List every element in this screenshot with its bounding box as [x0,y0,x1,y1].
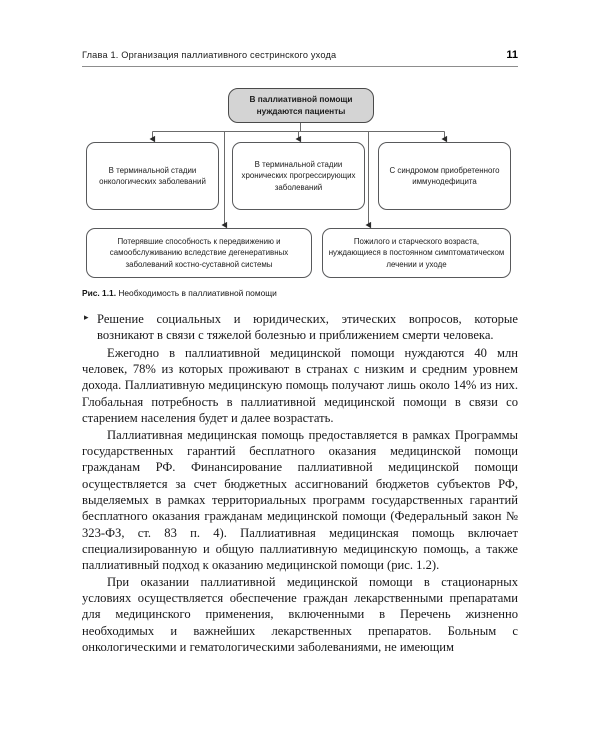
flow-node-hiv-label: С синдромом приобретенного иммунодефицита [389,165,500,186]
chapter-title: Глава 1. Организация паллиативного сестринского ухода [82,50,337,60]
list-item-text: Решение социальных и юридических, этических вопросов, которые возникают в связи с тяжелой болезнью и приближением смерти человека. [97,312,518,343]
figure-flowchart [0,0,600,300]
flow-node-oncology [86,142,219,210]
flow-node-oncology-label: В терминальной стадии онкологических заболеваний [99,165,206,186]
flow-node-elderly [322,228,511,278]
flow-node-degenerative [86,228,312,278]
flow-node-elderly-label: Пожилого и старческого возраста, нуждающиеся в постоянном симптоматическом лечении и уходе [328,237,505,269]
flow-node-degenerative-label: Потерявшие способность к передвижению и самообслуживанию вследствие дегенеративных заболеваний костно-суставной системы [109,237,289,269]
body-text [82,311,518,656]
flow-node-root [228,88,374,123]
paragraph-2: Паллиативная медицинская помощь предоставляется в рамках Программы государственных гарантий бесплатного оказания медицинской помощи гражданам РФ. Финансирование паллиативной медицинской помощи осуществляется за счет бюджетных ассигнований бюджетов субъектов РФ, выделяемых в рамках территориальных программ государственных гарантий бесплатного оказания гражданам медицинской помощи (Федеральный закон № 323-ФЗ, ст. 83 п. 4). Паллиативная медицинская помощь включает специализированную и общую паллиативную медицинскую помощь, а также паллиативный подход к оказанию медицинской помощи (рис. 1.2). [82,427,518,573]
figure-caption-text: Необходимость в паллиативной помощи [116,288,277,298]
flow-node-chronic [232,142,365,210]
paragraph-3: При оказании паллиативной медицинской помощи в стационарных условиях осуществляется обеспечение граждан лекарственными препаратами для медицинского применения, включенными в Перечень жизненно необходимых и важнейших лекарственных препаратов. Больным с онкологическими и гематологическими заболеваниями, не имеющим [82,574,518,655]
figure-caption-label: Рис. 1.1. [82,288,117,298]
flow-node-chronic-label: В терминальной стадии хронических прогрессирующих заболеваний [241,160,356,192]
triangle-bullet-icon: ▸ [84,311,89,322]
paragraph-1: Ежегодно в паллиативной медицинской помощи нуждаются 40 млн человек, 78% из которых проживают в странах с низким и средним уровнем дохода. Паллиативную медицинскую помощь получают лишь около 14% из них. Глобальная потребность в паллиативной медицинской помощи в связи со старением населения будет и далее возрастать. [82,345,518,426]
flow-node-hiv [378,142,511,210]
figure-caption [82,288,518,298]
flow-node-root-label: В паллиативной помощи нуждаются пациенты [249,93,353,116]
page-number: 11 [506,49,518,61]
list-item [82,311,518,344]
